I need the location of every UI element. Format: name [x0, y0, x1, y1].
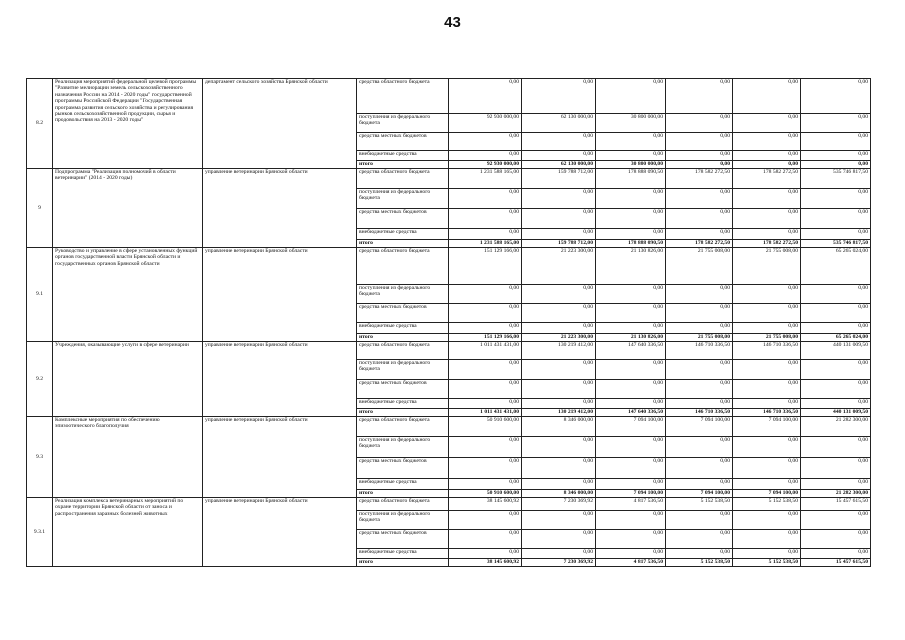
- amount-cell: 21 755 008,00: [733, 248, 801, 285]
- amount-cell: 0,00: [449, 549, 522, 559]
- amount-cell: 147 640 336,50: [596, 409, 666, 417]
- measure-name: Реализация комплекса ветеринарных мероприятий по охране территории Брянской области от заноса и распространения заразных болезней животных: [53, 498, 203, 567]
- amount-cell: 21 755 008,00: [666, 248, 733, 285]
- amount-cell: 15 457 615,50: [801, 498, 871, 511]
- amount-cell: 0,00: [801, 151, 871, 161]
- measure-name: Учреждения, оказывающие услуги в сфере ветеринарии: [53, 342, 203, 417]
- amount-cell: 0,00: [522, 323, 596, 334]
- amount-cell: 65 265 024,00: [801, 248, 871, 285]
- amount-cell: 0,00: [449, 229, 522, 240]
- amount-cell: 0,00: [449, 285, 522, 304]
- amount-cell: 0,00: [596, 458, 666, 479]
- amount-cell: 92 930 000,00: [449, 114, 522, 133]
- amount-cell: 5 152 538,50: [666, 498, 733, 511]
- amount-cell: 7 094 100,00: [733, 417, 801, 437]
- amount-cell: 0,00: [596, 530, 666, 549]
- funding-source: средства местных бюджетов: [357, 209, 449, 229]
- amount-cell: 62 130 000,00: [522, 161, 596, 169]
- amount-cell: 146 710 336,50: [733, 342, 801, 360]
- amount-cell: 0,00: [733, 323, 801, 334]
- amount-cell: 0,00: [522, 304, 596, 323]
- funding-source: внебюджетные средства: [357, 151, 449, 161]
- funding-source: средства местных бюджетов: [357, 530, 449, 549]
- amount-cell: 62 130 000,00: [522, 114, 596, 133]
- amount-cell: 0,00: [733, 479, 801, 490]
- amount-cell: 0,00: [666, 511, 733, 530]
- amount-cell: 7 094 100,00: [733, 490, 801, 498]
- amount-cell: 130 219 412,00: [522, 342, 596, 360]
- amount-cell: 0,00: [733, 380, 801, 399]
- amount-cell: 0,00: [522, 380, 596, 399]
- table-row: [27, 248, 871, 285]
- amount-cell: 50 910 600,00: [449, 490, 522, 498]
- amount-cell: 151 129 166,00: [449, 334, 522, 342]
- amount-cell: 8 346 000,00: [522, 417, 596, 437]
- amount-cell: 0,00: [733, 458, 801, 479]
- amount-cell: 0,00: [522, 511, 596, 530]
- amount-cell: 15 457 615,50: [801, 559, 871, 567]
- amount-cell: 178 888 090,50: [596, 169, 666, 189]
- amount-cell: 0,00: [596, 380, 666, 399]
- page-number: 43: [444, 14, 461, 31]
- amount-cell: 1 231 588 165,00: [449, 169, 522, 189]
- amount-cell: 21 755 008,00: [733, 334, 801, 342]
- funding-source: внебюджетные средства: [357, 399, 449, 409]
- funding-source: внебюджетные средства: [357, 479, 449, 490]
- funding-source: средства областного бюджета: [357, 417, 449, 437]
- amount-cell: 0,00: [449, 380, 522, 399]
- funding-source: средства местных бюджетов: [357, 304, 449, 323]
- amount-cell: 21 223 300,00: [522, 334, 596, 342]
- funding-source: итого: [357, 490, 449, 498]
- amount-cell: 21 282 300,00: [801, 490, 871, 498]
- funding-source: средства местных бюджетов: [357, 380, 449, 399]
- amount-cell: 0,00: [733, 161, 801, 169]
- amount-cell: 0,00: [666, 458, 733, 479]
- amount-cell: 0,00: [801, 479, 871, 490]
- amount-cell: 178 582 272,50: [666, 240, 733, 248]
- amount-cell: 21 282 300,00: [801, 417, 871, 437]
- amount-cell: 0,00: [666, 323, 733, 334]
- measure-name: Подпрограмма "Реализация полномочий в области ветеринарии" (2014 - 2020 годы): [53, 169, 203, 248]
- amount-cell: 0,00: [596, 209, 666, 229]
- amount-cell: 535 746 817,50: [801, 169, 871, 189]
- amount-cell: 0,00: [449, 133, 522, 151]
- amount-cell: 0,00: [801, 229, 871, 240]
- amount-cell: 38 145 600,92: [449, 498, 522, 511]
- amount-cell: 21 130 826,00: [596, 248, 666, 285]
- amount-cell: 146 710 336,50: [733, 409, 801, 417]
- amount-cell: 7 094 100,00: [666, 417, 733, 437]
- amount-cell: 0,00: [666, 189, 733, 209]
- executor: управление ветеринарии Брянской области: [203, 169, 357, 248]
- amount-cell: 0,00: [449, 530, 522, 549]
- amount-cell: 7 094 100,00: [596, 490, 666, 498]
- amount-cell: 0,00: [666, 133, 733, 151]
- funding-source: средства областного бюджета: [357, 342, 449, 360]
- amount-cell: 92 930 000,00: [449, 161, 522, 169]
- amount-cell: 0,00: [801, 380, 871, 399]
- amount-cell: 0,00: [801, 285, 871, 304]
- amount-cell: 0,00: [522, 437, 596, 458]
- amount-cell: 0,00: [449, 437, 522, 458]
- amount-cell: 147 640 336,50: [596, 342, 666, 360]
- amount-cell: 4 817 536,50: [596, 559, 666, 567]
- row-code: 9.3: [27, 417, 53, 498]
- amount-cell: 0,00: [522, 399, 596, 409]
- amount-cell: 0,00: [733, 79, 801, 114]
- amount-cell: 0,00: [733, 114, 801, 133]
- row-code: 9.2: [27, 342, 53, 417]
- amount-cell: 0,00: [596, 511, 666, 530]
- amount-cell: 0,00: [522, 209, 596, 229]
- amount-cell: 0,00: [666, 79, 733, 114]
- amount-cell: 0,00: [522, 458, 596, 479]
- amount-cell: 0,00: [666, 380, 733, 399]
- amount-cell: 0,00: [801, 323, 871, 334]
- funding-source: средства областного бюджета: [357, 79, 449, 114]
- amount-cell: 535 746 817,50: [801, 240, 871, 248]
- amount-cell: 5 152 538,50: [733, 498, 801, 511]
- amount-cell: 0,00: [801, 511, 871, 530]
- amount-cell: 0,00: [596, 437, 666, 458]
- amount-cell: 0,00: [801, 161, 871, 169]
- amount-cell: 0,00: [596, 229, 666, 240]
- table-row: [27, 79, 871, 114]
- amount-cell: 0,00: [666, 479, 733, 490]
- amount-cell: 0,00: [596, 79, 666, 114]
- amount-cell: 7 094 100,00: [596, 417, 666, 437]
- amount-cell: 7 230 369,92: [522, 498, 596, 511]
- amount-cell: 0,00: [522, 530, 596, 549]
- amount-cell: 0,00: [733, 229, 801, 240]
- amount-cell: 30 800 000,00: [596, 114, 666, 133]
- amount-cell: 0,00: [666, 304, 733, 323]
- amount-cell: 151 129 166,00: [449, 248, 522, 285]
- amount-cell: 0,00: [596, 151, 666, 161]
- amount-cell: 0,00: [733, 511, 801, 530]
- amount-cell: 0,00: [449, 511, 522, 530]
- amount-cell: 0,00: [449, 79, 522, 114]
- amount-cell: 0,00: [733, 189, 801, 209]
- amount-cell: 0,00: [522, 133, 596, 151]
- amount-cell: 0,00: [733, 437, 801, 458]
- amount-cell: 21 130 826,00: [596, 334, 666, 342]
- amount-cell: 0,00: [801, 304, 871, 323]
- measure-name: Руководство и управление в сфере установленных функций органов государственной власти Брянской области и государственных органов Брянской области: [53, 248, 203, 342]
- amount-cell: 0,00: [596, 189, 666, 209]
- amount-cell: 0,00: [666, 530, 733, 549]
- amount-cell: 5 152 538,50: [733, 559, 801, 567]
- amount-cell: 146 710 336,50: [666, 409, 733, 417]
- amount-cell: 159 788 712,00: [522, 240, 596, 248]
- amount-cell: 0,00: [801, 458, 871, 479]
- amount-cell: 0,00: [522, 151, 596, 161]
- amount-cell: 65 265 024,00: [801, 334, 871, 342]
- amount-cell: 0,00: [596, 549, 666, 559]
- amount-cell: 0,00: [522, 479, 596, 490]
- amount-cell: 0,00: [449, 360, 522, 380]
- amount-cell: 0,00: [666, 209, 733, 229]
- amount-cell: 440 131 009,50: [801, 409, 871, 417]
- amount-cell: 0,00: [666, 399, 733, 409]
- amount-cell: 0,00: [666, 114, 733, 133]
- amount-cell: 7 230 369,92: [522, 559, 596, 567]
- amount-cell: 0,00: [449, 399, 522, 409]
- amount-cell: 0,00: [449, 151, 522, 161]
- amount-cell: 0,00: [449, 189, 522, 209]
- amount-cell: 0,00: [449, 209, 522, 229]
- executor: управление ветеринарии Брянской области: [203, 417, 357, 498]
- amount-cell: 38 145 600,92: [449, 559, 522, 567]
- funding-source: итого: [357, 240, 449, 248]
- funding-source: поступления из федерального бюджета: [357, 511, 449, 530]
- amount-cell: 21 223 300,00: [522, 248, 596, 285]
- funding-source: внебюджетные средства: [357, 229, 449, 240]
- amount-cell: 0,00: [596, 479, 666, 490]
- funding-source: итого: [357, 334, 449, 342]
- amount-cell: 0,00: [801, 399, 871, 409]
- funding-source: итого: [357, 161, 449, 169]
- amount-cell: 0,00: [666, 437, 733, 458]
- amount-cell: 0,00: [666, 161, 733, 169]
- amount-cell: 7 094 100,00: [666, 490, 733, 498]
- funding-source: поступления из федерального бюджета: [357, 189, 449, 209]
- amount-cell: 0,00: [801, 133, 871, 151]
- amount-cell: 0,00: [733, 530, 801, 549]
- amount-cell: 4 817 536,50: [596, 498, 666, 511]
- row-code: 8.2: [27, 79, 53, 169]
- amount-cell: 0,00: [449, 458, 522, 479]
- amount-cell: 178 582 272,50: [733, 240, 801, 248]
- amount-cell: 0,00: [666, 229, 733, 240]
- executor: управление ветеринарии Брянской области: [203, 248, 357, 342]
- funding-source: средства местных бюджетов: [357, 133, 449, 151]
- amount-cell: 50 910 600,00: [449, 417, 522, 437]
- amount-cell: 0,00: [596, 285, 666, 304]
- measure-name: Комплексные мероприятия по обеспечению эпизоотического благополучия: [53, 417, 203, 498]
- amount-cell: 0,00: [596, 133, 666, 151]
- funding-source: средства областного бюджета: [357, 169, 449, 189]
- amount-cell: 0,00: [522, 360, 596, 380]
- amount-cell: 0,00: [522, 189, 596, 209]
- amount-cell: 0,00: [449, 323, 522, 334]
- amount-cell: 0,00: [733, 209, 801, 229]
- amount-cell: 0,00: [596, 399, 666, 409]
- amount-cell: 0,00: [596, 323, 666, 334]
- funding-source: средства областного бюджета: [357, 248, 449, 285]
- amount-cell: 178 582 272,50: [666, 169, 733, 189]
- amount-cell: 0,00: [801, 209, 871, 229]
- amount-cell: 0,00: [733, 151, 801, 161]
- amount-cell: 0,00: [666, 549, 733, 559]
- table-row: [27, 169, 871, 189]
- amount-cell: 0,00: [801, 189, 871, 209]
- amount-cell: 0,00: [596, 360, 666, 380]
- row-code: 9.3.1: [27, 498, 53, 567]
- budget-body: [27, 79, 871, 567]
- amount-cell: 0,00: [733, 285, 801, 304]
- amount-cell: 178 888 090,50: [596, 240, 666, 248]
- amount-cell: 0,00: [801, 549, 871, 559]
- funding-source: итого: [357, 409, 449, 417]
- funding-source: внебюджетные средства: [357, 549, 449, 559]
- amount-cell: 0,00: [666, 360, 733, 380]
- amount-cell: 0,00: [449, 479, 522, 490]
- amount-cell: 440 131 009,50: [801, 342, 871, 360]
- funding-source: поступления из федерального бюджета: [357, 285, 449, 304]
- row-code: 9: [27, 169, 53, 248]
- amount-cell: 0,00: [733, 360, 801, 380]
- executor: департамент сельского хозяйства Брянской области: [203, 79, 357, 169]
- amount-cell: 30 800 000,00: [596, 161, 666, 169]
- amount-cell: 0,00: [801, 114, 871, 133]
- amount-cell: 178 582 272,50: [733, 169, 801, 189]
- executor: управление ветеринарии Брянской области: [203, 498, 357, 567]
- table-row: [27, 342, 871, 360]
- measure-name: Реализация мероприятий федеральной целевой программы "Развитие мелиорации земель сельскохозяйственного назначения России на 2014 - 2020 годы" государственной программы Российской Федерации "Государственная программа развития сельского хозяйства и регулирования рынков сельскохозяйственной продукции, сырья и продовольствия на 2013 - 2020 годы": [53, 79, 203, 169]
- amount-cell: 1 011 431 431,00: [449, 342, 522, 360]
- funding-source: поступления из федерального бюджета: [357, 114, 449, 133]
- amount-cell: 0,00: [733, 133, 801, 151]
- amount-cell: 0,00: [733, 549, 801, 559]
- amount-cell: 146 710 336,50: [666, 342, 733, 360]
- table-row: [27, 498, 871, 511]
- amount-cell: 0,00: [801, 437, 871, 458]
- amount-cell: 130 219 412,00: [522, 409, 596, 417]
- amount-cell: 1 231 588 165,00: [449, 240, 522, 248]
- executor: управление ветеринарии Брянской области: [203, 342, 357, 417]
- funding-source: средства местных бюджетов: [357, 458, 449, 479]
- amount-cell: 8 346 000,00: [522, 490, 596, 498]
- amount-cell: 0,00: [596, 304, 666, 323]
- funding-source: итого: [357, 559, 449, 567]
- amount-cell: 1 011 431 431,00: [449, 409, 522, 417]
- amount-cell: 0,00: [733, 399, 801, 409]
- amount-cell: 0,00: [522, 229, 596, 240]
- amount-cell: 0,00: [733, 304, 801, 323]
- amount-cell: 0,00: [801, 530, 871, 549]
- amount-cell: 0,00: [801, 360, 871, 380]
- amount-cell: 0,00: [666, 285, 733, 304]
- table-row: [27, 417, 871, 437]
- amount-cell: 0,00: [801, 79, 871, 114]
- amount-cell: 0,00: [522, 549, 596, 559]
- amount-cell: 0,00: [522, 79, 596, 114]
- funding-source: внебюджетные средства: [357, 323, 449, 334]
- funding-source: поступления из федерального бюджета: [357, 360, 449, 380]
- amount-cell: 0,00: [449, 304, 522, 323]
- amount-cell: 5 152 538,50: [666, 559, 733, 567]
- amount-cell: 0,00: [522, 285, 596, 304]
- funding-source: поступления из федерального бюджета: [357, 437, 449, 458]
- row-code: 9.1: [27, 248, 53, 342]
- amount-cell: 0,00: [666, 151, 733, 161]
- funding-source: средства областного бюджета: [357, 498, 449, 511]
- budget-table: [26, 78, 871, 567]
- amount-cell: 21 755 008,00: [666, 334, 733, 342]
- amount-cell: 159 788 712,00: [522, 169, 596, 189]
